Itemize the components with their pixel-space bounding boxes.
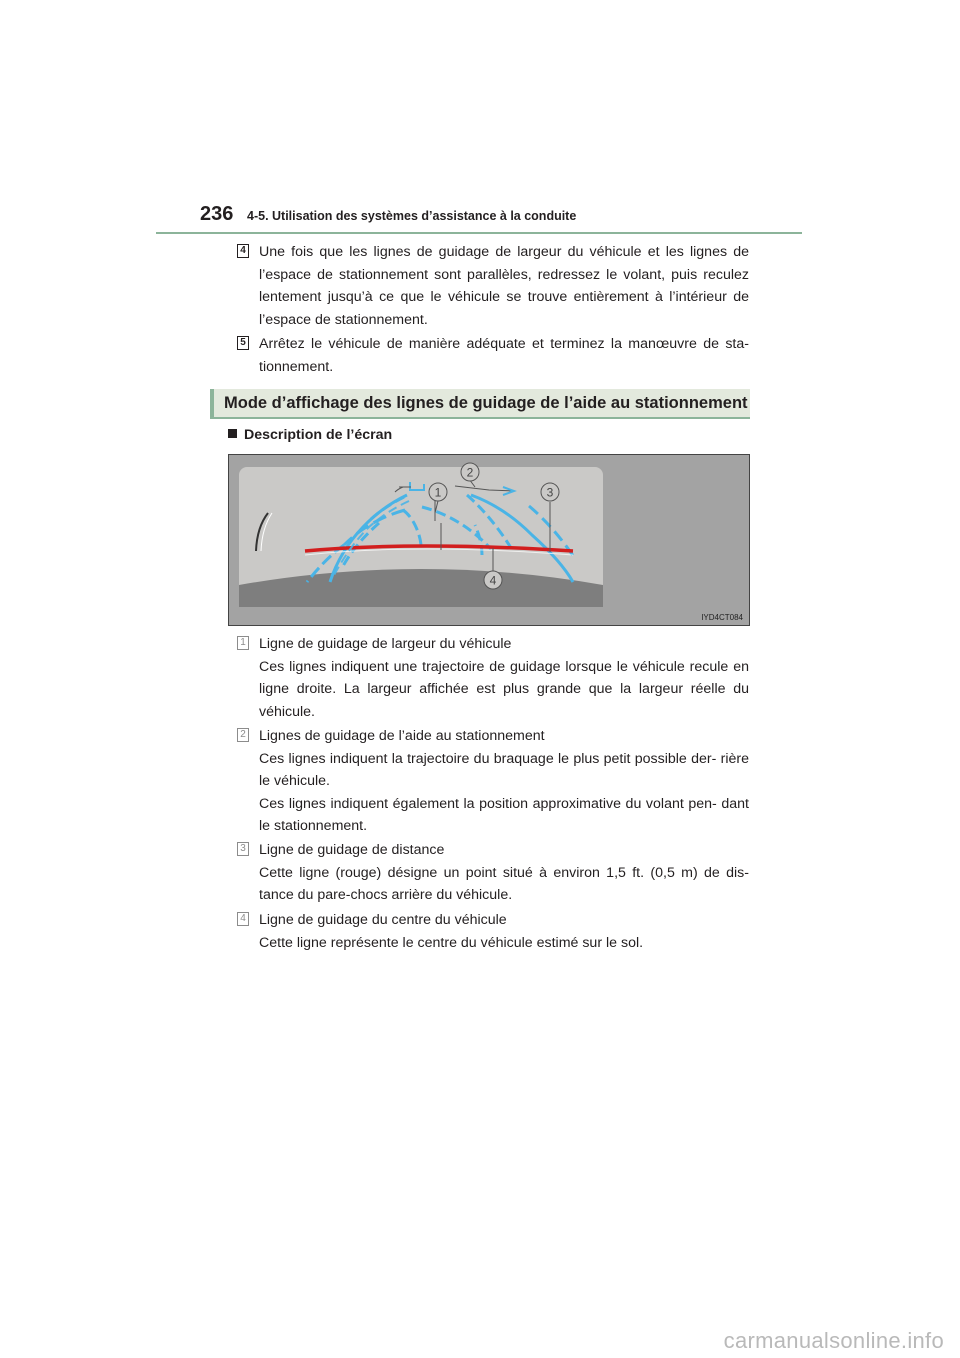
figure-code: IYD4CT084 [701, 613, 743, 622]
step-5 [237, 333, 749, 378]
item-number-badge: 4 [237, 912, 249, 926]
watermark: carmanualsonline.info [723, 1328, 944, 1353]
step-4 [237, 241, 749, 331]
section-title: 4-5. Utilisation des systèmes d’assistance à la conduite [247, 209, 577, 223]
item-number-badge: 2 [237, 728, 249, 742]
description-item-4 [237, 909, 749, 954]
callout-1 [429, 483, 447, 501]
callout-4-label: 4 [489, 573, 497, 588]
item-title: Lignes de guidage de l’aide au stationnement [259, 728, 545, 744]
camera-screen-illustration [229, 455, 749, 625]
step-text: Arrêtez le véhicule de manière adéquate et terminez la manœuvre de sta- tionnement. [259, 336, 749, 375]
callout-4 [484, 571, 502, 589]
description-heading-text: Description de l’écran [244, 427, 393, 443]
description-item-3 [237, 839, 749, 907]
item-number-badge: 3 [237, 842, 249, 856]
description-item-1 [237, 633, 749, 723]
item-body: Cette ligne représente le centre du véhicule estimé sur le sol. [259, 934, 644, 951]
step-text: Une fois que les lignes de guidage de largeur du véhicule et les lignes de l’espace de stationnement sont parallèles, redressez le volant, puis reculez lentement jusqu’à ce que le véhicule se trouve entièrement à l’intérieur de l’espace de stationnement. [259, 244, 749, 328]
item-title: Ligne de guidage de distance [259, 842, 445, 858]
item-body: Ces lignes indiquent la trajectoire du braquage le plus petit possible der- rière le véhicule. [259, 750, 749, 789]
step-number-badge: 5 [237, 336, 249, 350]
item-title: Ligne de guidage de largeur du véhicule [259, 636, 512, 652]
page-number: 236 [200, 203, 234, 225]
callout-3-label: 3 [546, 485, 554, 500]
description-item-2 [237, 725, 749, 838]
camera-screen-figure [228, 454, 750, 626]
page-header [200, 203, 802, 235]
header-divider [156, 232, 802, 234]
callout-2 [461, 463, 479, 481]
item-title: Ligne de guidage du centre du véhicule [259, 912, 507, 928]
callout-2-label: 2 [466, 465, 474, 480]
item-number-badge: 1 [237, 636, 249, 650]
callout-1-label: 1 [434, 485, 442, 500]
item-body: Ces lignes indiquent une trajectoire de guidage lorsque le véhicule recule en ligne droite. La largeur affichée est plus grande que la largeur réelle du véhicule. [259, 658, 749, 720]
square-bullet-icon [228, 429, 237, 438]
item-body: Ces lignes indiquent également la position approximative du volant pen- dant le stationnement. [259, 795, 749, 834]
subsection-header [210, 389, 750, 419]
subsection-title: Mode d’affichage des lignes de guidage de l’aide au stationnement [224, 394, 748, 412]
callout-3 [541, 483, 559, 501]
description-heading [228, 427, 392, 443]
item-body: Cette ligne (rouge) désigne un point situé à environ 1,5 ft. (0,5 m) de dis- tance du pare-chocs arrière du véhicule. [259, 864, 749, 903]
step-number-badge: 4 [237, 244, 249, 258]
